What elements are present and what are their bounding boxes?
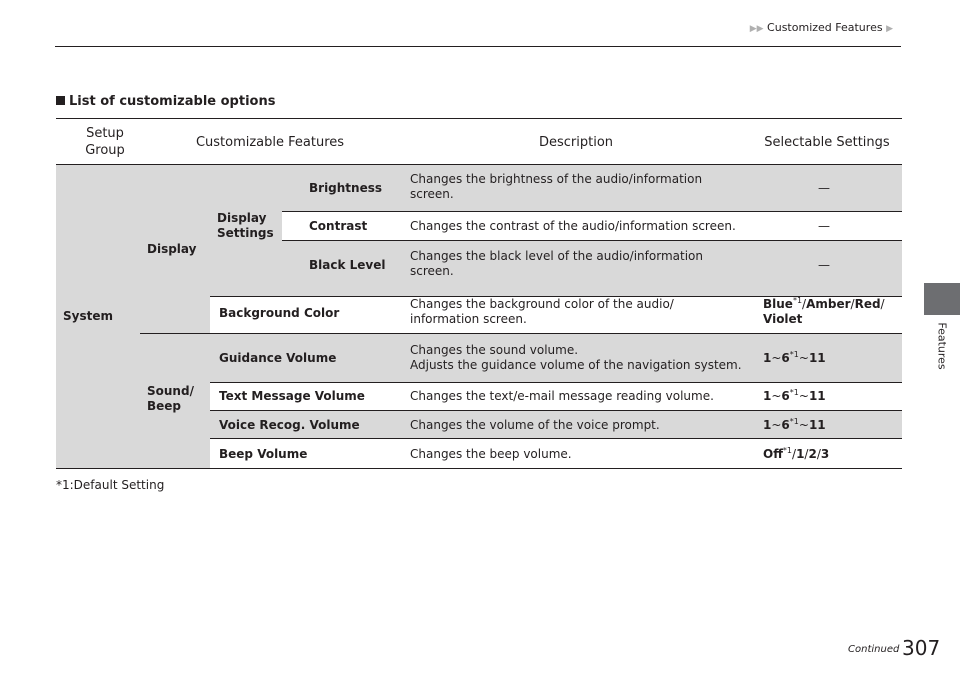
setting-brightness: — (818, 181, 830, 195)
table-top-rule (56, 118, 902, 119)
feature-voice-recog-volume: Voice Recog. Volume (219, 418, 360, 432)
header-selectable-settings: Selectable Settings (764, 135, 890, 150)
row-divider (210, 438, 902, 439)
feature-text-message-volume: Text Message Volume (219, 389, 365, 403)
row-divider (210, 382, 902, 383)
feature-brightness: Brightness (309, 181, 383, 195)
description-black-level: Changes the black level of the audio/information screen. (410, 249, 703, 278)
feature-beep-volume: Beep Volume (219, 447, 308, 461)
triangle-right-icon: ▶ (886, 24, 893, 34)
page-number: 307 (902, 636, 941, 660)
description-text-message-volume: Changes the text/e-mail message reading volume. (410, 389, 714, 403)
setting-text-message-volume: 1~6$^{*1}$~11 (763, 388, 826, 403)
description-voice-recog-volume: Changes the volume of the voice prompt. (410, 418, 660, 432)
setting-voice-recog-volume: 1~6$^{*1}$~11 (763, 417, 826, 432)
table-bottom-rule (56, 468, 902, 469)
description-background-color: Changes the background color of the audio/ information screen. (410, 297, 674, 326)
setting-contrast: — (818, 219, 830, 233)
description-contrast: Changes the contrast of the audio/information screen. (410, 219, 736, 233)
group-label-system: System (63, 309, 113, 323)
triangle-right-icon: ▶▶ (749, 24, 764, 34)
description-beep-volume: Changes the beep volume. (410, 447, 572, 461)
subgroup-label-display: Display (147, 242, 197, 256)
feature-black-level: Black Level (309, 258, 386, 272)
header-customizable-features: Customizable Features (195, 135, 345, 150)
header-description: Description (538, 135, 614, 150)
side-tab-label: Features (935, 322, 949, 370)
setting-beep-volume: Off$^{*1}$/1/2/3 (763, 446, 830, 461)
page-header (55, 10, 901, 47)
side-tab-marker (924, 283, 960, 315)
row-divider (210, 410, 902, 411)
description-brightness: Changes the brightness of the audio/information screen. (410, 172, 703, 201)
footnote: *1:Default Setting (56, 478, 165, 492)
feature-guidance-volume: Guidance Volume (219, 351, 337, 365)
header-setup-group: Setup Group (85, 126, 125, 158)
continued-label: Continued (848, 644, 900, 655)
feature-contrast: Contrast (309, 219, 368, 233)
row-divider (282, 240, 902, 241)
section-title: List of customizable options (56, 94, 275, 109)
breadcrumb-label: Customized Features (767, 21, 883, 34)
setting-guidance-volume: 1~6$^{*1}$~11 (763, 350, 826, 365)
description-guidance-volume: Changes the sound volume. Adjusts the guidance volume of the navigation system. (410, 343, 742, 372)
breadcrumb[interactable] (750, 21, 893, 34)
subgroup-label-sound-beep: Sound/ Beep (147, 384, 194, 413)
subgroup-label-display-settings: Display Settings (217, 211, 274, 240)
row-divider (282, 211, 902, 212)
row-divider (140, 333, 902, 334)
feature-background-color: Background Color (219, 306, 340, 320)
setting-background-color: Blue$^{*1}$/Amber/Red/ Violet (763, 296, 885, 326)
setting-black-level: — (818, 258, 830, 272)
square-bullet-icon (56, 96, 65, 105)
